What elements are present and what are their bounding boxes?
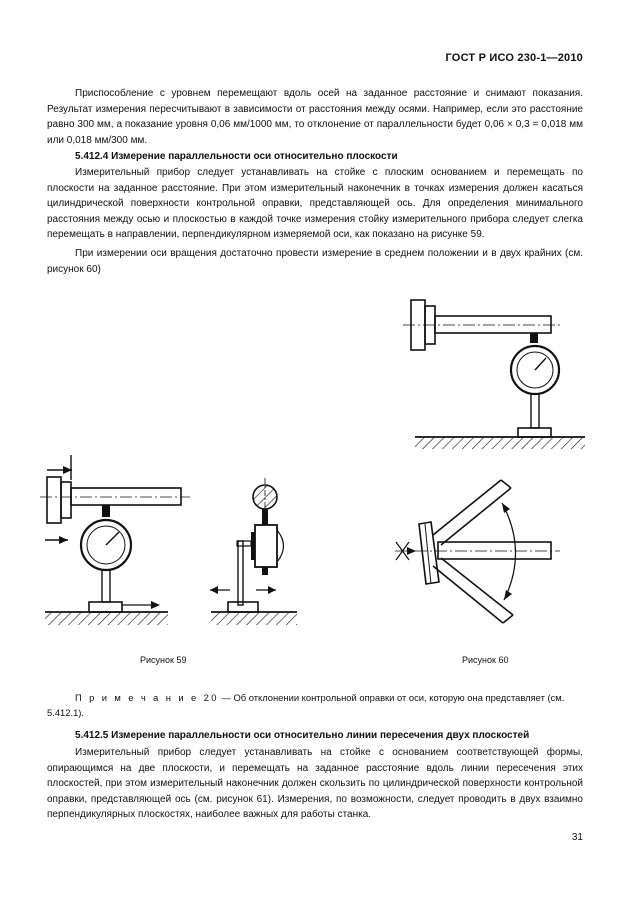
paragraph-text: Измерительный прибор следует устанавливать на стойке с основанием соответствующей формы, опирающимся на две плоскости, и перемещать на заданное расстояние вдоль линии пересечения этих плоскостей, при этом измерительный наконечник должен скользить по цилиндрической поверхности контрольной оправки, представляющей ось (см. рисунок 61). Измерения, по возможности, следует проводить в двух взаимно перпендикулярных плоскостях, наиболее важных для работы станка. bbox=[47, 747, 583, 821]
figure-59-side-view bbox=[210, 478, 297, 625]
paragraph-text: Измерительный прибор следует устанавливать на стойке с плоским основанием и перемещать по плоскости на заданное расстояние. При этом измерительный наконечник в точках измерения должен касаться цилиндрической поверхности контрольной оправки, представляющей ось. Для определения минимального расстояния между осью и плоскостью в каждой точке измерения стойку измерительного прибора следует слегка перемещать в направлении, перпендикулярном измеряемой оси, как показано на рисунке 59. bbox=[47, 167, 583, 241]
document-code-header: ГОСТ Р ИСО 230-1—2010 bbox=[445, 52, 583, 64]
note-label: П р и м е ч а н и е 20 bbox=[75, 692, 219, 703]
section-5412-5-body bbox=[47, 745, 583, 823]
section-title-5412-4: 5.412.4 Измерение параллельности оси относительно плоскости bbox=[75, 151, 398, 162]
figure-60-top-setup bbox=[403, 300, 585, 449]
section-title-5412-5: 5.412.5 Измерение параллельности оси относительно линии пересечения двух плоскостей bbox=[75, 730, 530, 741]
paragraph-text: При измерении оси вращения достаточно провести измерение в среднем положении и в двух крайних (см. рисунок 60) bbox=[47, 247, 583, 275]
figure-59-left-setup bbox=[40, 455, 190, 625]
page-number: 31 bbox=[571, 832, 583, 843]
note-20 bbox=[47, 690, 583, 720]
paragraph-text: Приспособление с уровнем перемещают вдоль осей на заданное расстояние и снимают показания. Результат измерения пересчитывают в зависимости от расстояния между осями. Например, если это расстояние равно 300 мм, а показание уровня 0,06 мм/1000 мм, то отклонение от параллельности будет 0,06 × 0,3 = 0,018 мм или 0,018 мм/300 мм. bbox=[47, 88, 583, 146]
figure-60-rotation-positions bbox=[395, 480, 560, 623]
figure-60-caption: Рисунок 60 bbox=[462, 655, 509, 665]
note-text: — Об отклонении контрольной оправки от оси, которую она представляет (см. 5.412.1). bbox=[47, 692, 565, 718]
figure-59-caption: Рисунок 59 bbox=[140, 655, 187, 665]
